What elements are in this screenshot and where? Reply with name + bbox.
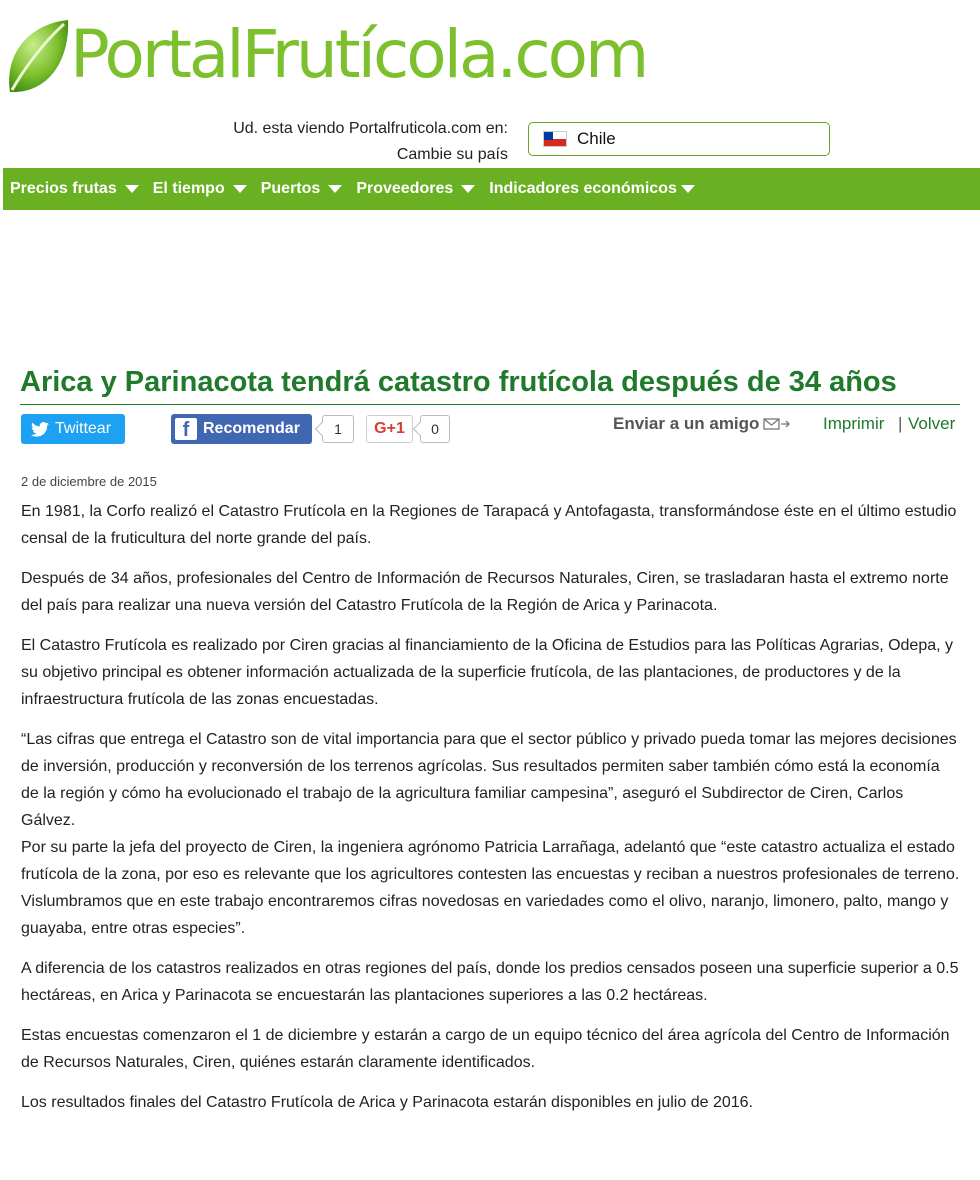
nav-item-proveedores[interactable] (356, 180, 475, 198)
facebook-f-icon: f (175, 418, 197, 440)
site-logo[interactable] (4, 8, 764, 100)
nav-item-precios-frutas[interactable] (10, 180, 139, 198)
twitter-bird-icon (31, 422, 49, 437)
article-paragraph: “Las cifras que entrega el Catastro son de vital importancia para que el sector público y privado pueda tomar las mejores decisiones de inversión, producción y reconversión de los terrenos agrícolas. Sus resultados permiten saber también cómo está la economía de la región y cómo ha evolucionado el trabajo de la agricultura familiar campesina”, aseguró el Subdirector de Ciren, Carlos Gálvez. (21, 731, 957, 829)
main-nav (3, 168, 980, 210)
link-separator: | (898, 414, 903, 433)
nav-item-puertos[interactable] (261, 180, 343, 198)
article-date: 2 de diciembre de 2015 (21, 474, 157, 489)
article-paragraph: Después de 34 años, profesionales del Centro de Información de Recursos Naturales, Ciren, se trasladaran hasta el extremo norte del país para realizar una nueva versión del Catastro Frutícola de la Región de Arica y Parinacota. (21, 570, 949, 614)
caret-down-icon (233, 185, 247, 193)
country-label (233, 116, 508, 168)
article-paragraph: Estas encuestas comenzaron el 1 de diciembre y estarán a cargo de un equipo técnico del área agrícola del Centro de Información de Recursos Naturales, Ciren, quiénes estarán claramente identificados. (21, 1027, 950, 1071)
caret-down-icon (681, 185, 695, 193)
nav-item-label: Puertos (260, 180, 321, 197)
country-select[interactable] (528, 122, 830, 156)
nav-item-el-tiempo[interactable] (153, 180, 247, 198)
back-link[interactable]: Volver (908, 414, 956, 433)
envelope-arrow-icon (763, 417, 791, 431)
tweet-label: Twittear (55, 420, 112, 437)
nav-item-label: Proveedores (356, 180, 454, 197)
country-label-line2: Cambie su país (396, 146, 508, 163)
article-paragraph: El Catastro Frutícola es realizado por Ciren gracias al financiamiento de la Oficina de Estudios para las Políticas Agrarias, Odepa, y su objetivo principal es obtener información actualizada de la superficie frutícola, de las plantaciones, de productores y de la infraestructura frutícola de las zonas encuestadas. (21, 637, 954, 708)
caret-down-icon (125, 185, 139, 193)
facebook-recommend-button[interactable] (171, 414, 312, 444)
chile-flag-icon (543, 131, 567, 147)
article-paragraph: En 1981, la Corfo realizó el Catastro Frutícola en la Regiones de Tarapacá y Antofagasta, transformándose éste en el último estudio censal de la fruticultura del norte grande del país. (21, 503, 957, 547)
leaf-logo-icon (4, 14, 74, 104)
print-link[interactable]: Imprimir (823, 414, 885, 433)
facebook-count: 1 (322, 415, 354, 443)
gplus-count: 0 (420, 415, 450, 443)
send-to-friend-label: Enviar a un amigo (613, 414, 760, 433)
nav-item-label: Indicadores económicos (489, 180, 677, 197)
caret-down-icon (461, 185, 475, 193)
facebook-recommend-label: Recomendar (203, 420, 300, 437)
article-paragraph: Por su parte la jefa del proyecto de Ciren, la ingeniera agrónomo Patricia Larrañaga, adelantó que “este catastro actualiza el estado frutícola de la zona, por eso es relevante que los agricultores contesten las encuestas y reciban a nuestros profesionales de terreno. Vislumbramos que en este trabajo encontraremos cifras novedosas en variedades como el olivo, naranjo, limonero, palto, mango y guayaba, entre otras especies”. (21, 839, 960, 937)
country-label-line1: Ud. esta viendo Portalfruticola.com en: (233, 120, 508, 137)
logo-text: PortalFrutícola.com (70, 16, 647, 93)
gplus-button[interactable]: G+1 (366, 415, 413, 443)
tweet-button[interactable] (21, 414, 125, 444)
article-title: Arica y Parinacota tendrá catastro frutícola después de 34 años (20, 362, 960, 405)
nav-item-label: Precios frutas (10, 180, 117, 197)
article-body (21, 498, 961, 1129)
send-to-friend-link[interactable] (613, 414, 791, 434)
nav-item-indicadores-economicos[interactable] (489, 180, 695, 198)
caret-down-icon (328, 185, 342, 193)
article-paragraph: A diferencia de los catastros realizados en otras regiones del país, donde los predios censados poseen una superficie superior a 0.5 hectáreas, en Arica y Parinacota se encuestarán las plantaciones superiores a las 0.2 hectáreas. (21, 960, 959, 1004)
article-paragraph: Los resultados finales del Catastro Frutícola de Arica y Parinacota estarán disponibles en julio de 2016. (21, 1094, 753, 1111)
nav-item-label: El tiempo (152, 180, 225, 197)
country-selected-value: Chile (577, 129, 616, 148)
